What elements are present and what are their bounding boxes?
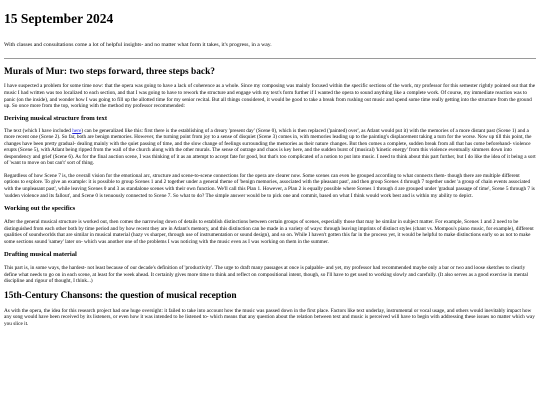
- page-tagline: With classes and consultations come a lot of helpful insights- and no matter what form it takes, it's progress, in a way.: [4, 42, 272, 48]
- subheading-drafting: Drafting musical material: [4, 251, 77, 259]
- text-before-link: The text (which I have included: [4, 127, 73, 134]
- divider: [4, 58, 536, 59]
- paragraph-intro: I have suspected a problem for some time now: that the opera was going to have a lack of coherence as a whole. Since my composing was mainly focused within the specific sections of the work, my professor for this semester rightly pointed out that the music I had written was too localized to each section, and that I was going to have to rework the structure and engage with my text's form further if I wanted the opera to sound anything like a complete work. Of course, my immediate reaction was to panic (on the inside), and wonder how I was going to fill up the allotted time for my senior recital. But all things considered, it would be good to take a break from rushing out music and spend some time really getting into the structure from the ground up. So once more from the top, working with the method my professor recommended:: [4, 83, 536, 110]
- section-chansons: [4, 291, 536, 328]
- section-heading-chansons: 15th-Century Chansons: the question of musical reception: [4, 290, 237, 301]
- section-murals: [4, 67, 536, 284]
- section-heading-murals: Murals of Mur: two steps forward, three steps back?: [4, 67, 215, 78]
- subheading-working: Working out the specifics: [4, 205, 76, 213]
- text-link[interactable]: here: [72, 127, 82, 134]
- paragraph-deriving-text: [4, 128, 536, 167]
- blog-page: [4, 0, 536, 328]
- paragraph-chansons: As with the opera, the idea for this research project had one huge oversight: it failed to take into account how the music was passed down in the first place. Factors like text underlay, instrumental or vocal usage, and others would inevitably impact how any song would have been received by its listeners, or even how it was intended to be listened to- which means that any question about the relation between text and music is perceived will have to begin with addressing these issues no matter which way you slice it.: [4, 307, 535, 327]
- paragraph-drafting: This part is, in some ways, the hardest- not least because of our decade's definition of 'productivity'. The urge to draft many passages at once is palpable- and yet, my professor had recommended maybe only a bar or two and loose sketches to clearly define what needs to go on in each scene, at least for the week ahead. It certainly gives more time to think and reflect on compositional intent, though, so I'll have to get used to working slowly and carefully. (It also serves as a good exercise in mental discipline and rigour of thought, I think...): [4, 265, 528, 285]
- paragraph-deriving-plans: Regardless of how Scene 7 is, the overall vision for the emotional arc, structure and scene-to-scene connections for the opera are clearer now. Some scenes can even be grouped according to what connects them- though there are multiple different options to explore. To give an example: it is possible to group Scenes 1 and 2 together under a general theme of 'benign memories, associated with the pleasant past', and then group Scenes 4 through 7 together under 'a group of chain events associated with the unpleasant past', while leaving Scenes 0 and 3 as standalone scenes with their own function. We'll call this Plan 1. However, a Plan 2 is equally possible where Scenes 1 through 4 are grouped under 'gradual passage of time', Scene 5 through 7 is 'sudden violence and its fallout', and Scene 0 is tenuously connected to Scene 7. So what to do? The simple answer would be to pick one and commit, based on what I think would work best and is within my ability to depict.: [4, 172, 535, 199]
- subheading-deriving: Deriving musical structure from text: [4, 114, 108, 122]
- paragraph-working: After the general musical structure is worked out, then comes the narrowing down of details to establish distinctions between certain groups of scenes, especially those that may be similar in subject matter. For example, Scenes 1 and 2 need to be distinguished from each other both by time period and by how recent they are in Atlant's memory, and this distinction can be made in a variety of ways: through leaving imprints of distinct styles (chant vs. Mompou's piano music, for example), different qualities of soundworlds that are similar in musical material (hazy vs sharper, through use of instrumentation or sound design), and so on. While I haven't gotten this far in the process yet, it would be helpful to make distinctions early so as not to make some sections sound 'samey' later on- which was another one of the problems I was noticing with the music even as I was working on them in the summer.: [4, 219, 534, 245]
- text-after-link: ) can be generalized like this: first there is the establishing of a dreary 'present day' (Scene 0), which is then replaced ('painted) over', as Atlant would put it) with the memories of a more distant past (Scene 1) and a more recent one (Scene 2). So far, both are benign memories. However, the turning point from joy to a sense of disquiet (Scene 3) comes in, with memories leading up to the painting's displacement taking a turn for the worse. Now up till this point, the changes have been pretty gradual- dealing mainly with the quiet passing of time, and the slow change of feelings surrounding the memories as their nature changes. But then comes a complete, sudden break from all that has come beforehand- violence erupts (Scene 5), with Atlant being ripped from the wall of the church along with the other murals. The sense of outrage and chaos is key here, and the sudden burst of (musical) 'kinetic energy' from this violence eventually simmers down into despondency and grief (Scene 6). As for the final auction scene, I was thinking of it as an attempt to accept fate for good, but that's too complicated of a notion to put into music. I need to think about this part further, but I do like the idea of it being a sort of 'want to move on but can't' sort of thing.: [4, 127, 536, 167]
- page-title: 15 September 2024: [4, 11, 114, 26]
